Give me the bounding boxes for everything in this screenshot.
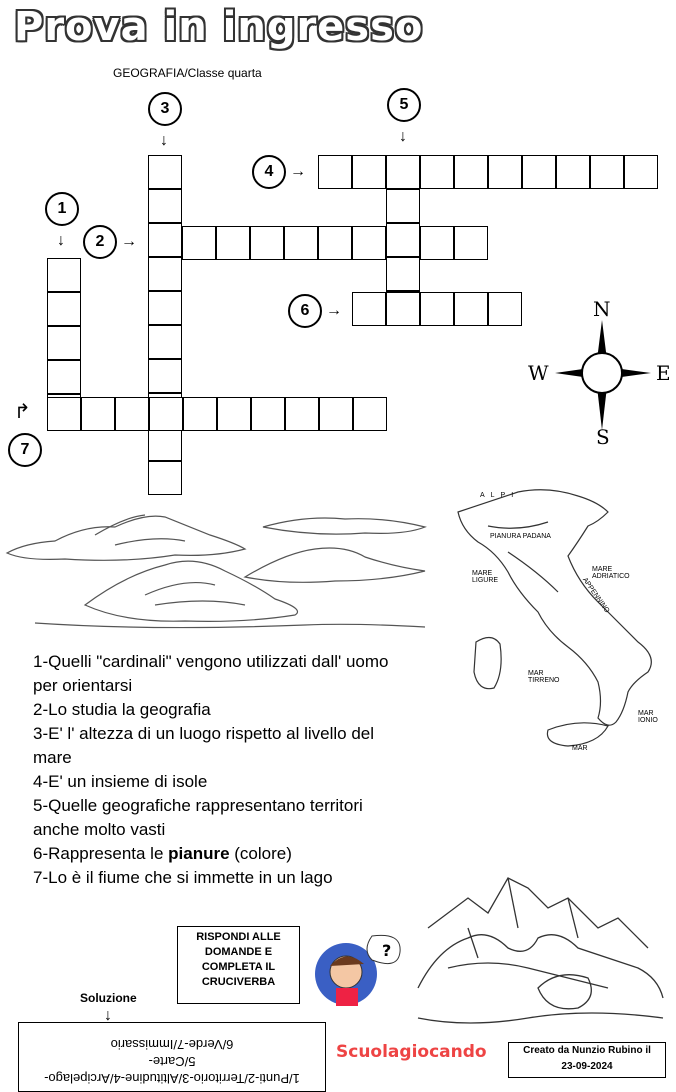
map-label-ligure: MARE LIGURE: [472, 570, 499, 584]
crossword-cell[interactable]: [420, 226, 454, 260]
arrow-down-icon: ↓: [104, 1007, 112, 1024]
mountains-illustration: [408, 868, 670, 1028]
crossword-cell[interactable]: [47, 292, 81, 326]
clue-1: 1-Quelli "cardinali" vengono utilizzati dall' uomo per orientarsi: [33, 652, 389, 695]
crossword-cell[interactable]: [488, 292, 522, 326]
islands-illustration: [5, 505, 435, 635]
crossword-cell[interactable]: [149, 397, 183, 431]
crossword-cell[interactable]: [386, 155, 420, 189]
clue-number-2: 2: [83, 225, 117, 259]
clue-6: 6-Rappresenta le pianure (colore): [33, 844, 292, 863]
compass-east: E: [656, 361, 671, 385]
credit-line: Creato da Nunzio Rubino il: [523, 1045, 651, 1056]
arrow-down-icon: ↓: [160, 132, 168, 149]
crossword-cell[interactable]: [454, 155, 488, 189]
arrow-right-icon: →: [290, 163, 306, 180]
crossword-cell[interactable]: [148, 291, 182, 325]
crossword-cell[interactable]: [353, 397, 387, 431]
credit-box: [508, 1042, 666, 1078]
compass-north: N: [593, 297, 611, 321]
clue-5: 5-Quelle geografiche rappresentano territori anche molto vasti: [33, 796, 363, 839]
crossword-cell[interactable]: [454, 226, 488, 260]
crossword-cell[interactable]: [319, 397, 353, 431]
turn-arrow-icon: ↱: [14, 401, 31, 423]
crossword-cell[interactable]: [420, 155, 454, 189]
compass-rose-icon: [555, 320, 651, 430]
crossword-cell[interactable]: [251, 397, 285, 431]
crossword-cell[interactable]: [556, 155, 590, 189]
crossword-cell[interactable]: [318, 155, 352, 189]
crossword-cell[interactable]: [182, 226, 216, 260]
crossword-cell[interactable]: [47, 326, 81, 360]
crossword-cell[interactable]: [284, 226, 318, 260]
map-label-pianura: PIANURA PADANA: [490, 533, 551, 540]
crossword-cell[interactable]: [148, 325, 182, 359]
clue-number-1: 1: [45, 192, 79, 226]
solution-label: Soluzione: [80, 991, 137, 1005]
crossword-cell[interactable]: [217, 397, 251, 431]
crossword-cell[interactable]: [148, 223, 182, 257]
map-label-tirreno: MAR TIRRENO: [528, 670, 560, 684]
arrow-down-icon: ↓: [57, 232, 65, 249]
scuolagiocando-logo: Scuolagiocando: [336, 1042, 487, 1062]
crossword-cell[interactable]: [420, 292, 454, 326]
crossword-cell[interactable]: [454, 292, 488, 326]
crossword-cell[interactable]: [115, 397, 149, 431]
crossword-cell[interactable]: [148, 257, 182, 291]
crossword-cell[interactable]: [488, 155, 522, 189]
crossword-cell[interactable]: [386, 292, 420, 326]
crossword-cell[interactable]: [183, 397, 217, 431]
solution-line: 6/Verde-7/Immissario: [110, 1037, 234, 1052]
crossword-cell[interactable]: [148, 427, 182, 461]
clue-2: 2-Lo studia la geografia: [33, 700, 211, 719]
crossword-cell[interactable]: [386, 257, 420, 291]
crossword-cell[interactable]: [285, 397, 319, 431]
compass-west: W: [528, 361, 549, 385]
crossword-cell[interactable]: [148, 189, 182, 223]
subtitle: GEOGRAFIA/Classe quarta: [113, 66, 262, 80]
crossword-cell[interactable]: [148, 461, 182, 495]
compass-south: S: [596, 425, 610, 449]
clue-7: 7-Lo è il fiume che si immette in un lago: [33, 868, 333, 887]
arrow-right-icon: →: [121, 233, 137, 250]
clue-number-3: 3: [148, 92, 182, 126]
crossword-cell[interactable]: [318, 226, 352, 260]
crossword-cell[interactable]: [624, 155, 658, 189]
svg-text:?: ?: [382, 941, 392, 960]
crossword-cell[interactable]: [47, 397, 81, 431]
arrow-down-icon: ↓: [399, 128, 407, 145]
solution-line: 5/Carte-: [148, 1054, 196, 1069]
map-label-mar: MAR: [572, 745, 588, 752]
map-label-appennino: APPENNINO: [580, 576, 611, 615]
crossword-cell[interactable]: [522, 155, 556, 189]
map-label-adriatico: MARE ADRIATICO: [592, 566, 630, 580]
clue-4: 4-E' un insieme di isole: [33, 772, 208, 791]
clue-number-4: 4: [252, 155, 286, 189]
clue-3: 3-E' l' altezza di un luogo rispetto al livello del mare: [33, 724, 375, 767]
clue-number-6: 6: [288, 294, 322, 328]
arrow-right-icon: →: [326, 302, 342, 319]
crossword-cell[interactable]: [216, 226, 250, 260]
crossword-cell[interactable]: [148, 359, 182, 393]
crossword-cell[interactable]: [352, 292, 386, 326]
crossword-cell[interactable]: [352, 155, 386, 189]
crossword-cell[interactable]: [386, 223, 420, 257]
crossword-cell[interactable]: [386, 189, 420, 223]
crossword-cell[interactable]: [590, 155, 624, 189]
clue-list: [33, 650, 393, 890]
credit-date: 23-09-2024: [561, 1061, 613, 1072]
crossword-cell[interactable]: [148, 155, 182, 189]
solution-line: 1/Punti-2/Territorio-3/Altitudine-4/Arcipelago-: [44, 1071, 300, 1086]
crossword-cell[interactable]: [47, 360, 81, 394]
clue-number-7: 7: [8, 433, 42, 467]
crossword-cell[interactable]: [250, 226, 284, 260]
page-title: Prova in ingresso: [14, 4, 424, 50]
crossword-cell[interactable]: [352, 226, 386, 260]
map-label-alpi: ALPI: [480, 492, 520, 499]
instructions-box: RISPONDI ALLE DOMANDE E COMPLETA IL CRUCIVERBA: [177, 926, 300, 1004]
thinking-kid-icon: [312, 930, 404, 1010]
crossword-cell[interactable]: [47, 258, 81, 292]
clue-number-5: 5: [387, 88, 421, 122]
crossword-cell[interactable]: [81, 397, 115, 431]
solution-box: [18, 1022, 326, 1092]
map-label-ionio: MAR IONIO: [638, 710, 658, 724]
